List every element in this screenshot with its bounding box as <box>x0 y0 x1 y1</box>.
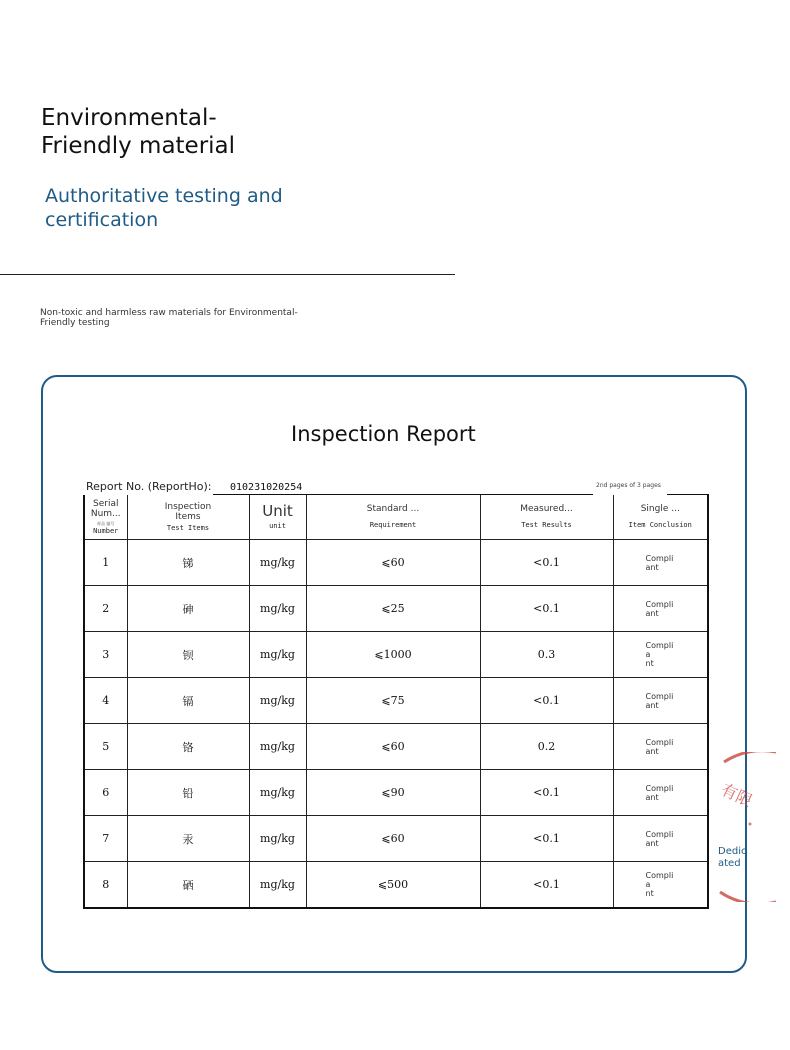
header-items-en: Items <box>175 511 201 522</box>
hero-subtitle <box>45 184 365 232</box>
conclusion-line: Compli <box>645 829 674 839</box>
header-unit-en: Unit <box>262 502 293 520</box>
cell-unit: mg/kg <box>249 678 306 724</box>
seal-glyph: 有限 <box>718 779 756 811</box>
cell-unit: mg/kg <box>249 816 306 862</box>
table-row <box>84 632 708 678</box>
cell-standard: ⩽60 <box>306 540 480 586</box>
header-measured-en: Measured... <box>520 504 573 514</box>
hero-title-line: Friendly material <box>41 133 236 159</box>
inspection-table <box>83 495 709 909</box>
conclusion-line: ant <box>645 838 659 848</box>
cell-standard: ⩽75 <box>306 678 480 724</box>
conclusion-line: Compli <box>645 737 674 747</box>
conclusion-line: ant <box>645 608 659 618</box>
table-row <box>84 678 708 724</box>
header-conclusion-en: Single ... <box>640 504 680 514</box>
header-items <box>127 495 249 540</box>
cell-conclusion <box>613 586 708 632</box>
cell-item: 砷 <box>127 586 249 632</box>
seal-stamp <box>716 752 776 902</box>
conclusion-line: ant <box>645 746 659 756</box>
header-conclusion <box>613 495 708 540</box>
cell-serial: 1 <box>84 540 127 586</box>
cell-serial: 7 <box>84 816 127 862</box>
header-serial-en: Serial <box>93 498 119 509</box>
cell-result: <0.1 <box>480 816 613 862</box>
cell-result: 0.3 <box>480 632 613 678</box>
cell-serial: 2 <box>84 586 127 632</box>
conclusion-line: ant <box>645 792 659 802</box>
conclusion-line: ant <box>645 562 659 572</box>
stamp-caption-line: ated <box>718 858 741 869</box>
cell-serial: 8 <box>84 862 127 909</box>
cell-standard: ⩽60 <box>306 816 480 862</box>
cell-standard: ⩽500 <box>306 862 480 909</box>
cell-conclusion <box>613 632 708 678</box>
conclusion-line: ant <box>645 700 659 710</box>
cell-unit: mg/kg <box>249 632 306 678</box>
cell-conclusion <box>613 678 708 724</box>
header-standard-en: Standard ... <box>366 504 420 514</box>
header-items-en: Inspection <box>164 501 212 512</box>
cell-item: 铬 <box>127 724 249 770</box>
table-row <box>84 816 708 862</box>
cell-conclusion <box>613 816 708 862</box>
hero-note-line: Friendly testing <box>40 318 110 328</box>
cell-item: 锑 <box>127 540 249 586</box>
conclusion-line: Complia <box>645 641 674 659</box>
header-serial-tiny: 样品 编号 <box>97 520 115 526</box>
cell-item: 镉 <box>127 678 249 724</box>
cell-result: <0.1 <box>480 770 613 816</box>
header-standard <box>306 495 480 540</box>
cell-standard: ⩽1000 <box>306 632 480 678</box>
cell-item: 汞 <box>127 816 249 862</box>
header-serial <box>84 495 127 540</box>
cell-standard: ⩽90 <box>306 770 480 816</box>
cell-result: <0.1 <box>480 540 613 586</box>
header-measured <box>480 495 613 540</box>
hero-title <box>41 104 361 160</box>
conclusion-line: Compli <box>645 691 674 701</box>
header-unit <box>249 495 306 540</box>
header-serial-sub: Number <box>93 526 119 535</box>
hero-subtitle-line: certification <box>45 209 159 231</box>
cell-unit: mg/kg <box>249 862 306 909</box>
header-conclusion-sub: Item Conclusion <box>628 521 692 529</box>
conclusion-line: Compli <box>645 599 674 609</box>
conclusion-line: nt <box>645 889 654 898</box>
cell-result: <0.1 <box>480 586 613 632</box>
hero-subtitle-line: Authoritative testing and <box>45 185 283 207</box>
table-row <box>84 540 708 586</box>
stamp-caption <box>718 846 746 870</box>
conclusion-line: Compli <box>645 553 674 563</box>
header-serial-en: Num... <box>90 508 121 519</box>
hero-note-line: Non-toxic and harmless raw materials for Environmental- <box>40 308 298 318</box>
hero-title-line: Environmental- <box>41 105 217 131</box>
header-unit-sub: unit <box>269 522 286 530</box>
header-items-sub: Test Items <box>166 523 210 532</box>
conclusion-line: nt <box>645 659 654 668</box>
cell-unit: mg/kg <box>249 540 306 586</box>
cell-item: 硒 <box>127 862 249 909</box>
cell-item: 钡 <box>127 632 249 678</box>
table-row <box>84 586 708 632</box>
report-title: Inspection Report <box>291 422 476 446</box>
cell-result: 0.2 <box>480 724 613 770</box>
conclusion-line: Compli <box>645 783 674 793</box>
hero-note <box>40 308 320 328</box>
cell-unit: mg/kg <box>249 770 306 816</box>
cell-unit: mg/kg <box>249 586 306 632</box>
cell-unit: mg/kg <box>249 724 306 770</box>
cell-standard: ⩽60 <box>306 724 480 770</box>
cell-result: <0.1 <box>480 862 613 909</box>
cell-serial: 4 <box>84 678 127 724</box>
cell-serial: 3 <box>84 632 127 678</box>
page-info: 2nd pages of 3 pages <box>596 482 661 489</box>
conclusion-line: Complia <box>645 871 674 889</box>
report-number-label: Report No. (ReportHo): <box>86 480 212 493</box>
cell-serial: 6 <box>84 770 127 816</box>
cell-conclusion <box>613 862 708 909</box>
cell-conclusion <box>613 770 708 816</box>
cell-conclusion <box>613 724 708 770</box>
table-row <box>84 770 708 816</box>
table-row <box>84 862 708 909</box>
table-header-row <box>84 495 708 540</box>
hero-divider <box>0 274 455 275</box>
cell-serial: 5 <box>84 724 127 770</box>
cell-result: <0.1 <box>480 678 613 724</box>
cell-item: 铅 <box>127 770 249 816</box>
header-standard-sub: Requirement <box>369 521 417 529</box>
stamp-caption-line: Dedic <box>718 846 747 857</box>
report-number-value: 010231020254 <box>230 482 303 493</box>
cell-standard: ⩽25 <box>306 586 480 632</box>
cell-conclusion <box>613 540 708 586</box>
table-row <box>84 724 708 770</box>
header-measured-sub: Test Results <box>521 521 572 529</box>
